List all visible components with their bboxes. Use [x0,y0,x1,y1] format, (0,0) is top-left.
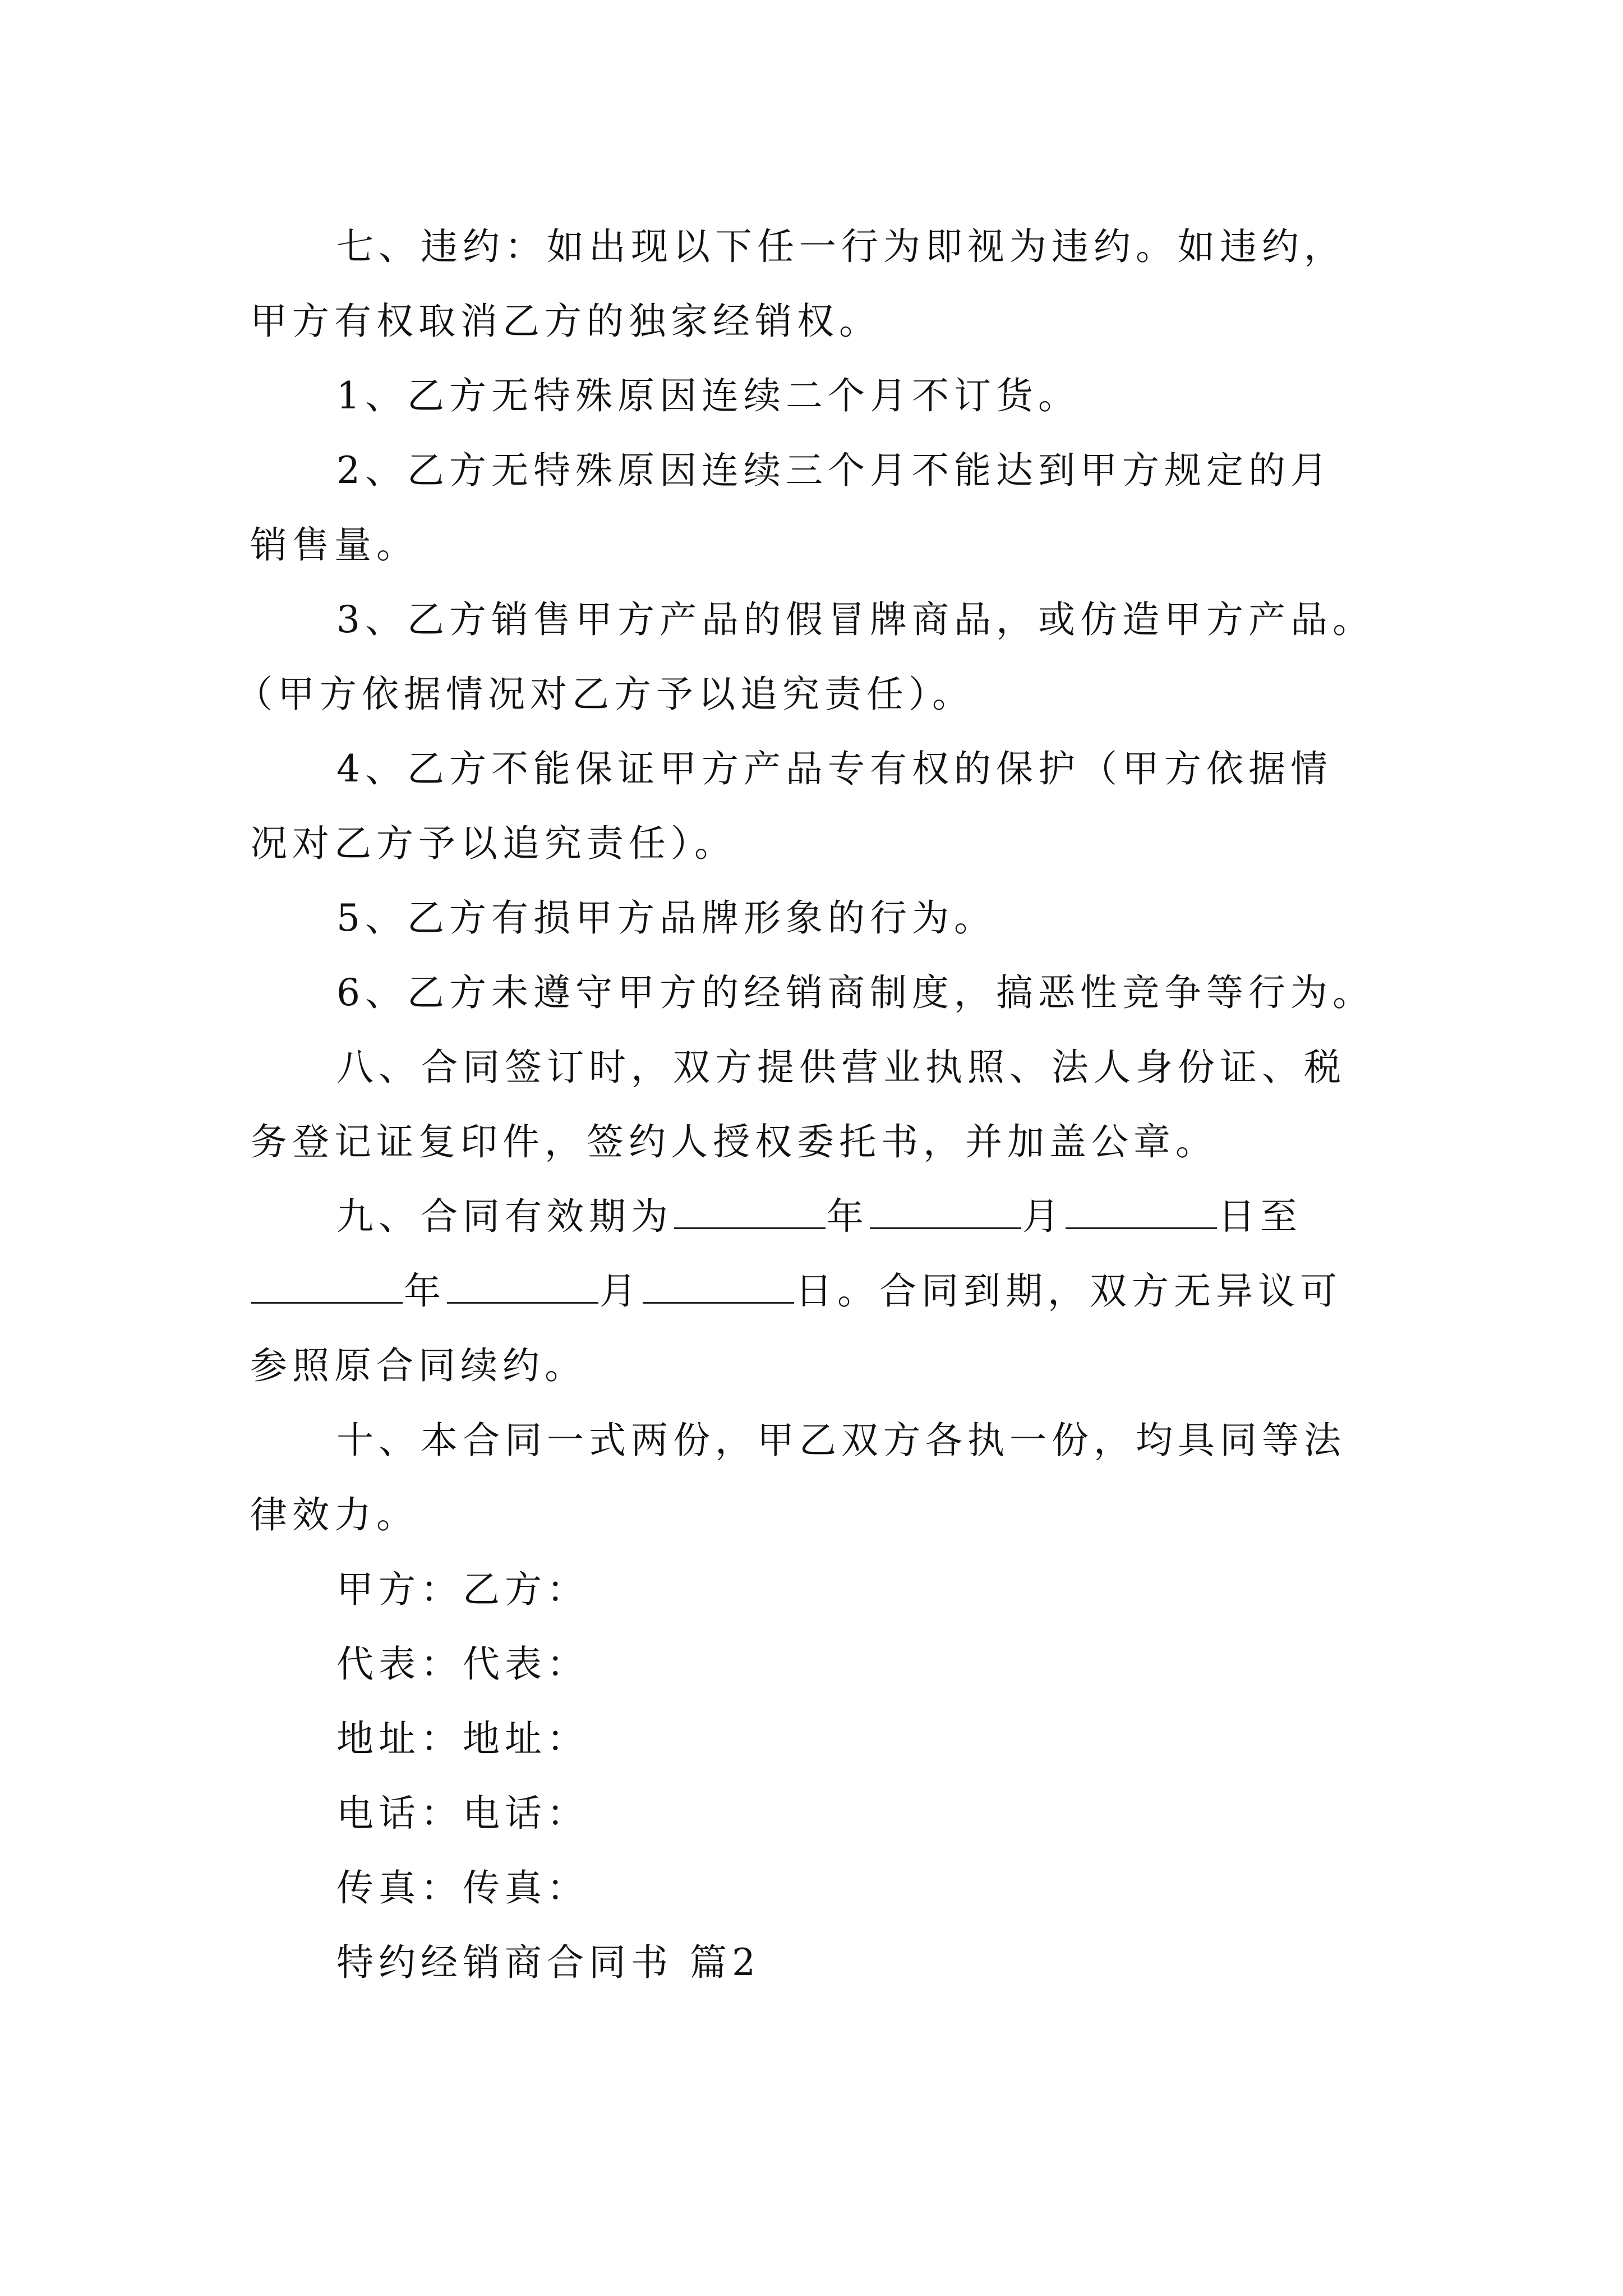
blank-year-end [251,1268,403,1304]
signature-party: 甲方：乙方： [336,1568,589,1611]
signature-phone: 电话：电话： [336,1792,589,1835]
clause-9-line-1 [336,1189,1302,1245]
item-2-line-2: 销售量。 [250,523,418,567]
clause-9-tail: 日。合同到期，双方无异议可 [795,1269,1342,1313]
clause-9-month2-label: 月 [600,1269,642,1313]
clause-7-line-1: 七、违约：如出现以下任一行为即视为违约。如违约， [336,225,1346,268]
clause-9-day-to-label: 日至 [1218,1195,1302,1238]
blank-day [1066,1194,1217,1229]
clause-10-line-1: 十、本合同一式两份，甲乙双方各执一份，均具同等法 [336,1419,1346,1462]
signature-representative: 代表：代表： [336,1642,589,1686]
clause-8-line-2: 务登记证复印件，签约人授权委托书，并加盖公章。 [250,1120,1218,1163]
item-3-line-2: （甲方依据情况对乙方予以追究责任）。 [236,673,974,716]
clause-9-year-label: 年 [827,1195,869,1238]
item-3-line-1: 3、乙方销售甲方产品的假冒牌商品，或仿造甲方产品。 [336,598,1375,641]
item-1: 1、乙方无特殊原因连续二个月不订货。 [336,374,1080,417]
blank-year [674,1194,826,1229]
item-6: 6、乙方未遵守甲方的经销商制度，搞恶性竞争等行为。 [336,971,1375,1014]
clause-9-year2-label: 年 [404,1269,446,1313]
blank-month-end [447,1268,598,1304]
clause-9-month-label: 月 [1022,1195,1064,1238]
item-2-line-1: 2、乙方无特殊原因连续三个月不能达到甲方规定的月 [336,449,1332,492]
blank-day-end [643,1268,794,1304]
blank-month [870,1194,1021,1229]
clause-9-prefix: 九、合同有效期为 [336,1195,673,1238]
item-5: 5、乙方有损甲方品牌形象的行为。 [336,896,996,940]
clause-7-line-2: 甲方有权取消乙方的独家经销权。 [250,300,881,343]
clause-9-line-3: 参照原合同续约。 [250,1344,587,1387]
clause-10-line-2: 律效力。 [250,1493,418,1536]
clause-9-line-2 [250,1263,1342,1319]
signature-fax: 传真：传真： [336,1866,589,1910]
signature-address: 地址：地址： [336,1717,589,1760]
item-4-line-2: 况对乙方予以追究责任）。 [250,822,736,865]
clause-8-line-1: 八、合同签订时，双方提供营业执照、法人身份证、税 [336,1046,1346,1089]
next-section-title: 特约经销商合同书 篇2 [336,1941,760,1984]
item-4-line-1: 4、乙方不能保证甲方产品专有权的保护（甲方依据情 [336,747,1332,790]
